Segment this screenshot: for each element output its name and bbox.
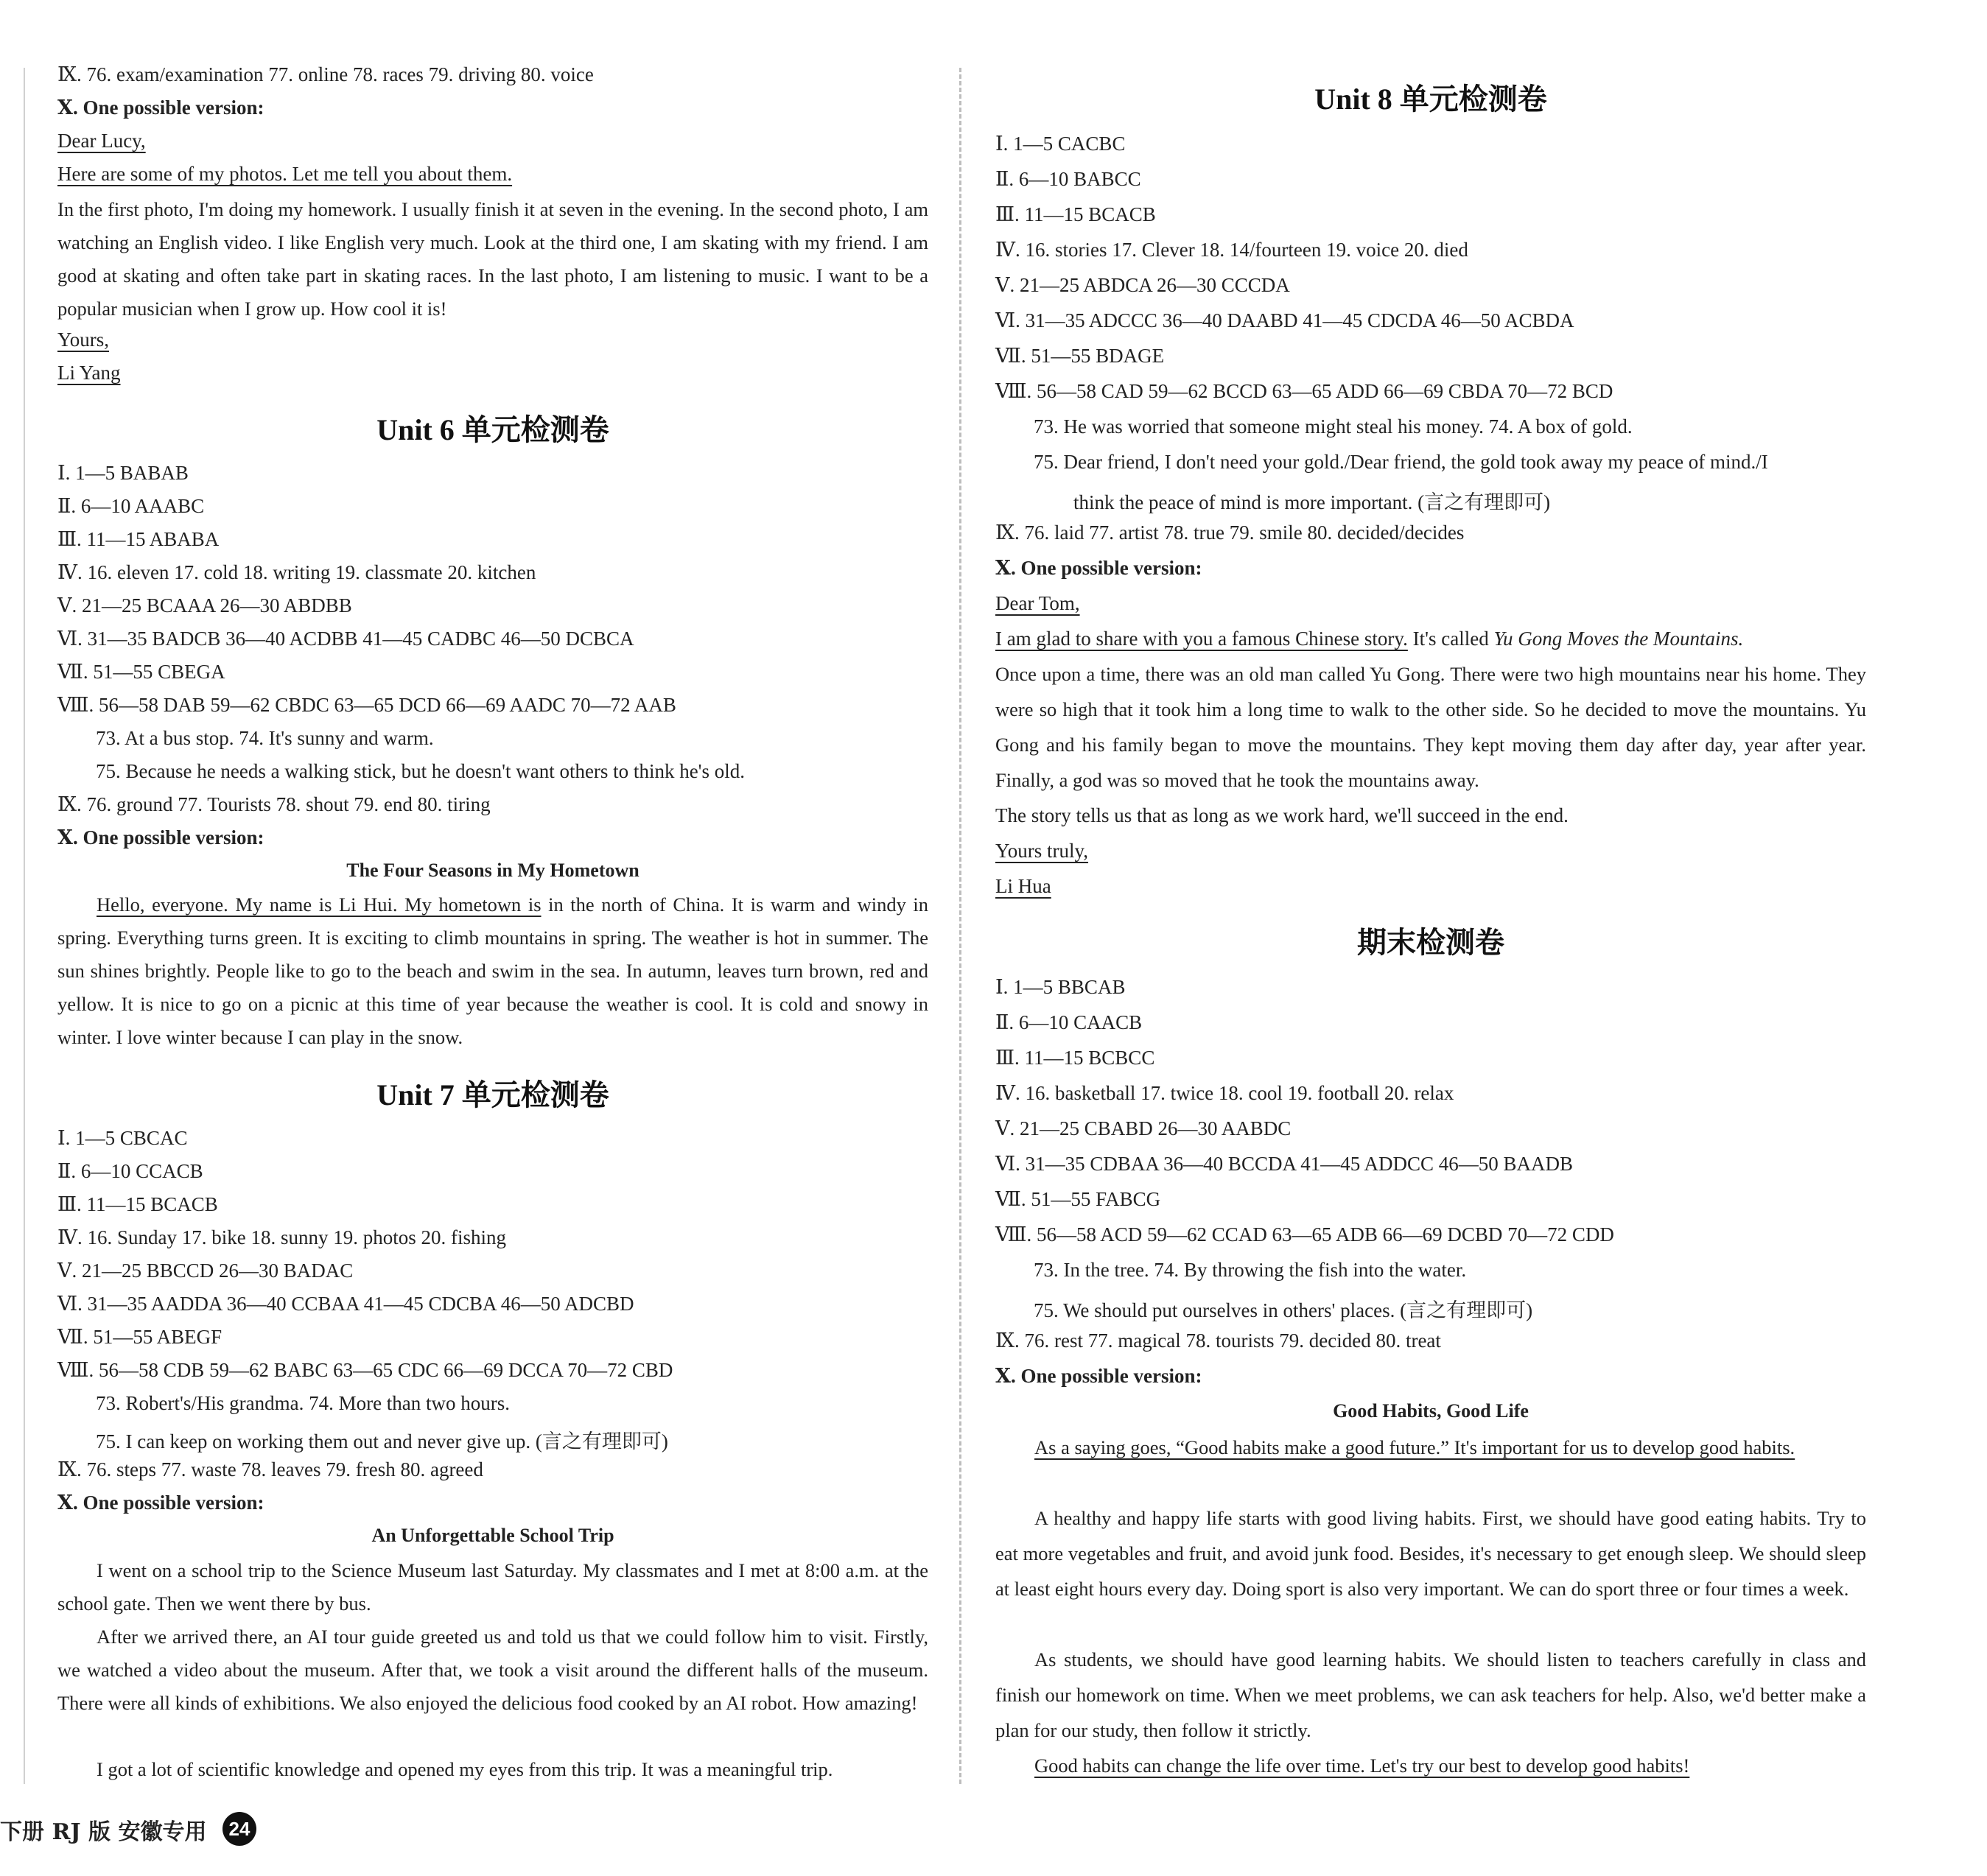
- answer-line: Ⅳ. 16. basketball 17. twice 18. cool 19. football 20. relax: [995, 1082, 1454, 1104]
- answer-line: Ⅵ. 31—35 CDBAA 36—40 BCCDA 41—45 ADDCC 46—50 BAADB: [995, 1153, 1574, 1175]
- essay-body-text: in the north of China. It is warm and windy in spring. Everything turns green. It is exciting to climb mountains in spring. The weather is hot in summer. The sun shines brightly. People like to go to the beach and swim in the sea. In autumn, leaves turn brown, red and yellow. It is nice to go on a picnic at this time of year because the weather is cool. It is cold and snowy in winter. I love winter because I can play in the snow.: [57, 893, 929, 1048]
- letter-body: In the first photo, I'm doing my homework. I usually finish it at seven in the evening. In the second photo, I am watching an English video. I like English very much. Look at the third one, I am skating with my friend. I am good at skating and often take part in skating races. In the last photo, I am listening to music. I want to be a popular musician when I grow up. How cool it is!: [57, 198, 928, 320]
- essay-opening-underlined: Hello, everyone. My name is Li Hui. My hometown is: [97, 893, 542, 916]
- column-divider: [959, 68, 961, 1784]
- letter-opening-text: It's called: [1407, 628, 1494, 650]
- page-number-badge: 24: [222, 1812, 256, 1846]
- letter-closing: Yours truly,: [995, 840, 1089, 862]
- answer-line: Ⅶ. 51—55 ABEGF: [57, 1326, 222, 1348]
- unit6-heading: Unit 6 单元检测卷: [376, 413, 609, 446]
- answer-line: Ⅰ. 1—5 CBCAC: [57, 1127, 188, 1149]
- unit7-heading: Unit 7 单元检测卷: [376, 1078, 609, 1111]
- answer-line: Ⅱ. 6—10 CAACB: [995, 1011, 1143, 1033]
- section-label: Ⅹ. One possible version:: [995, 557, 1202, 579]
- answer-line: Ⅱ. 6—10 CCACB: [57, 1160, 203, 1182]
- answer-line: 73. Robert's/His grandma. 74. More than two hours.: [96, 1392, 511, 1414]
- answer-line: Ⅳ. 16. stories 17. Clever 18. 14/fourteen 19. voice 20. died: [995, 239, 1468, 261]
- letter-closing: Yours,: [57, 329, 110, 351]
- answer-line: Ⅵ. 31—35 BADCB 36—40 ACDBB 41—45 CADBC 46—50 DCBCA: [57, 628, 634, 650]
- letter-body-moral: The story tells us that as long as we work hard, we'll succeed in the end.: [995, 804, 1569, 826]
- answer-line: Ⅶ. 51—55 CBEGA: [57, 661, 225, 683]
- answer-line: Ⅲ. 11—15 ABABA: [57, 528, 220, 550]
- essay-title: An Unforgettable School Trip: [371, 1525, 614, 1546]
- answer-line: 75. Dear friend, I don't need your gold./Dear friend, the gold took away my peace of mind./I: [1034, 451, 1768, 473]
- letter-opening: [995, 628, 1743, 650]
- letter-body: Once upon a time, there was an old man called Yu Gong. There were two high mountains near his home. They were so high that it took him a long time to walk to the other side. So he decided to move the mountains. Yu Gong and his family began to move the mountains. They kept moving them day after day, year after year. Finally, a god was so moved that he took the mountains away.: [995, 663, 1866, 791]
- answer-line: Ⅳ. 16. eleven 17. cold 18. writing 19. classmate 20. kitchen: [57, 561, 536, 583]
- answer-line: Ⅴ. 21—25 BCAAA 26—30 ABDBB: [57, 594, 352, 616]
- essay-title: The Four Seasons in My Hometown: [346, 860, 639, 881]
- answer-line: Ⅸ. 76. exam/examination 77. online 78. races 79. driving 80. voice: [57, 63, 594, 85]
- essay-paragraph: I got a lot of scientific knowledge and opened my eyes from this trip. It was a meaningful trip.: [97, 1758, 833, 1780]
- unit8-heading: Unit 8 单元检测卷: [1314, 82, 1547, 116]
- letter-signature: Li Yang: [57, 362, 121, 384]
- answer-line: 75. I can keep on working them out and never give up. (言之有理即可): [96, 1430, 668, 1452]
- answer-line: Ⅵ. 31—35 ADCCC 36—40 DAABD 41—45 CDCDA 46—50 ACBDA: [995, 309, 1574, 331]
- answer-line: Ⅳ. 16. Sunday 17. bike 18. sunny 19. photos 20. fishing: [57, 1226, 506, 1248]
- answer-line: Ⅷ. 56—58 ACD 59—62 CCAD 63—65 ADB 66—69 DCBD 70—72 CDD: [995, 1223, 1614, 1246]
- essay-paragraph: Good habits can change the life over time. Let's try our best to develop good habits!: [1034, 1754, 1690, 1777]
- answer-line: Ⅸ. 76. steps 77. waste 78. leaves 79. fresh 80. agreed: [57, 1458, 483, 1480]
- essay-paragraph: As a saying goes, “Good habits make a good future.” It's important for us to develop good habits.: [1034, 1436, 1795, 1458]
- answer-line: Ⅰ. 1—5 BBCAB: [995, 976, 1126, 998]
- answer-line: Ⅷ. 56—58 DAB 59—62 CBDC 63—65 DCD 66—69 AADC 70—72 AAB: [57, 694, 676, 716]
- answer-line: Ⅷ. 56—58 CAD 59—62 BCCD 63—65 ADD 66—69 CBDA 70—72 BCD: [995, 380, 1613, 402]
- answer-line: Ⅵ. 31—35 AADDA 36—40 CCBAA 41—45 CDCBA 46—50 ADCBD: [57, 1293, 634, 1315]
- answer-line: Ⅴ. 21—25 CBABD 26—30 AABDC: [995, 1117, 1292, 1139]
- section-label: Ⅹ. One possible version:: [57, 1492, 264, 1514]
- section-label: Ⅹ. One possible version:: [57, 96, 264, 119]
- essay-body: [57, 888, 928, 1054]
- answer-line: Ⅴ. 21—25 BBCCD 26—30 BADAC: [57, 1260, 354, 1282]
- answer-line: Ⅸ. 76. rest 77. magical 78. tourists 79. decided 80. treat: [995, 1329, 1441, 1352]
- essay-paragraph: A healthy and happy life starts with good living habits. First, we should have good eating habits. Try to eat more vegetables and fruit, and avoid junk food. Besides, it's necessary to get enough sleep. We should sleep at least eight hours every day. Doing sport is also very important. We can do sport three or four times a week.: [995, 1507, 1866, 1600]
- answer-line: 73. In the tree. 74. By throwing the fish into the water.: [1034, 1259, 1467, 1281]
- essay-paragraph: After we arrived there, an AI tour guide greeted us and told us that we could follow him to visit. Firstly, we watched a video about the museum. After that, we took a visit around the different halls of the museum. There were all kinds of exhibitions. We also enjoyed the delicious food cooked by an AI robot. How amazing!: [57, 1626, 928, 1714]
- answer-line: 75. We should put ourselves in others' places. (言之有理即可): [1034, 1299, 1533, 1321]
- answer-line: Ⅱ. 6—10 AAABC: [57, 495, 205, 517]
- answer-line: Ⅲ. 11—15 BCBCC: [995, 1047, 1155, 1069]
- letter-greeting: Dear Lucy,: [57, 130, 146, 152]
- answer-line: think the peace of mind is more important. (言之有理即可): [1073, 491, 1551, 513]
- letter-opening: Here are some of my photos. Let me tell you about them.: [57, 163, 513, 185]
- essay-paragraph: I went on a school trip to the Science Museum last Saturday. My classmates and I met at 8:00 a.m. at the school gate. Then we went there by bus.: [57, 1559, 928, 1615]
- answer-line: 75. Because he needs a walking stick, but he doesn't want others to think he's old.: [96, 760, 746, 782]
- answer-line: Ⅶ. 51—55 BDAGE: [995, 345, 1165, 367]
- answer-line: Ⅴ. 21—25 ABDCA 26—30 CCCDA: [995, 274, 1290, 296]
- letter-opening-underlined: I am glad to share with you a famous Chinese story.: [995, 628, 1408, 650]
- answer-line: 73. He was worried that someone might steal his money. 74. A box of gold.: [1034, 415, 1633, 438]
- left-margin-rule: [24, 68, 25, 1784]
- answer-line: Ⅱ. 6—10 BABCC: [995, 168, 1141, 190]
- answer-line: Ⅰ. 1—5 CACBC: [995, 133, 1126, 155]
- letter-greeting: Dear Tom,: [995, 592, 1080, 614]
- answer-line: 73. At a bus stop. 74. It's sunny and warm.: [96, 727, 434, 749]
- footer-edition: 下册 RJ 版 安徽专用: [0, 1819, 207, 1845]
- essay-title: Good Habits, Good Life: [1333, 1400, 1529, 1422]
- answer-line: Ⅸ. 76. laid 77. artist 78. true 79. smile 80. decided/decides: [995, 521, 1465, 544]
- answer-line: Ⅲ. 11—15 BCACB: [57, 1193, 218, 1215]
- answer-line: Ⅸ. 76. ground 77. Tourists 78. shout 79. end 80. tiring: [57, 793, 491, 815]
- final-exam-heading: 期末检测卷: [1357, 926, 1504, 959]
- section-label: Ⅹ. One possible version:: [57, 826, 264, 849]
- answer-line: Ⅰ. 1—5 BABAB: [57, 462, 189, 484]
- section-label: Ⅹ. One possible version:: [995, 1365, 1202, 1387]
- letter-signature: Li Hua: [995, 875, 1051, 897]
- essay-paragraph: As students, we should have good learning habits. We should listen to teachers carefully in class and finish our homework on time. When we meet problems, we can ask teachers for help. Also, we'd better make a plan for our study, then follow it strictly.: [995, 1648, 1866, 1741]
- answer-line: Ⅲ. 11—15 BCACB: [995, 203, 1156, 225]
- answer-line: Ⅷ. 56—58 CDB 59—62 BABC 63—65 CDC 66—69 DCCA 70—72 CBD: [57, 1359, 673, 1381]
- answer-line: Ⅶ. 51—55 FABCG: [995, 1188, 1161, 1210]
- story-title: Yu Gong Moves the Mountains.: [1493, 628, 1744, 650]
